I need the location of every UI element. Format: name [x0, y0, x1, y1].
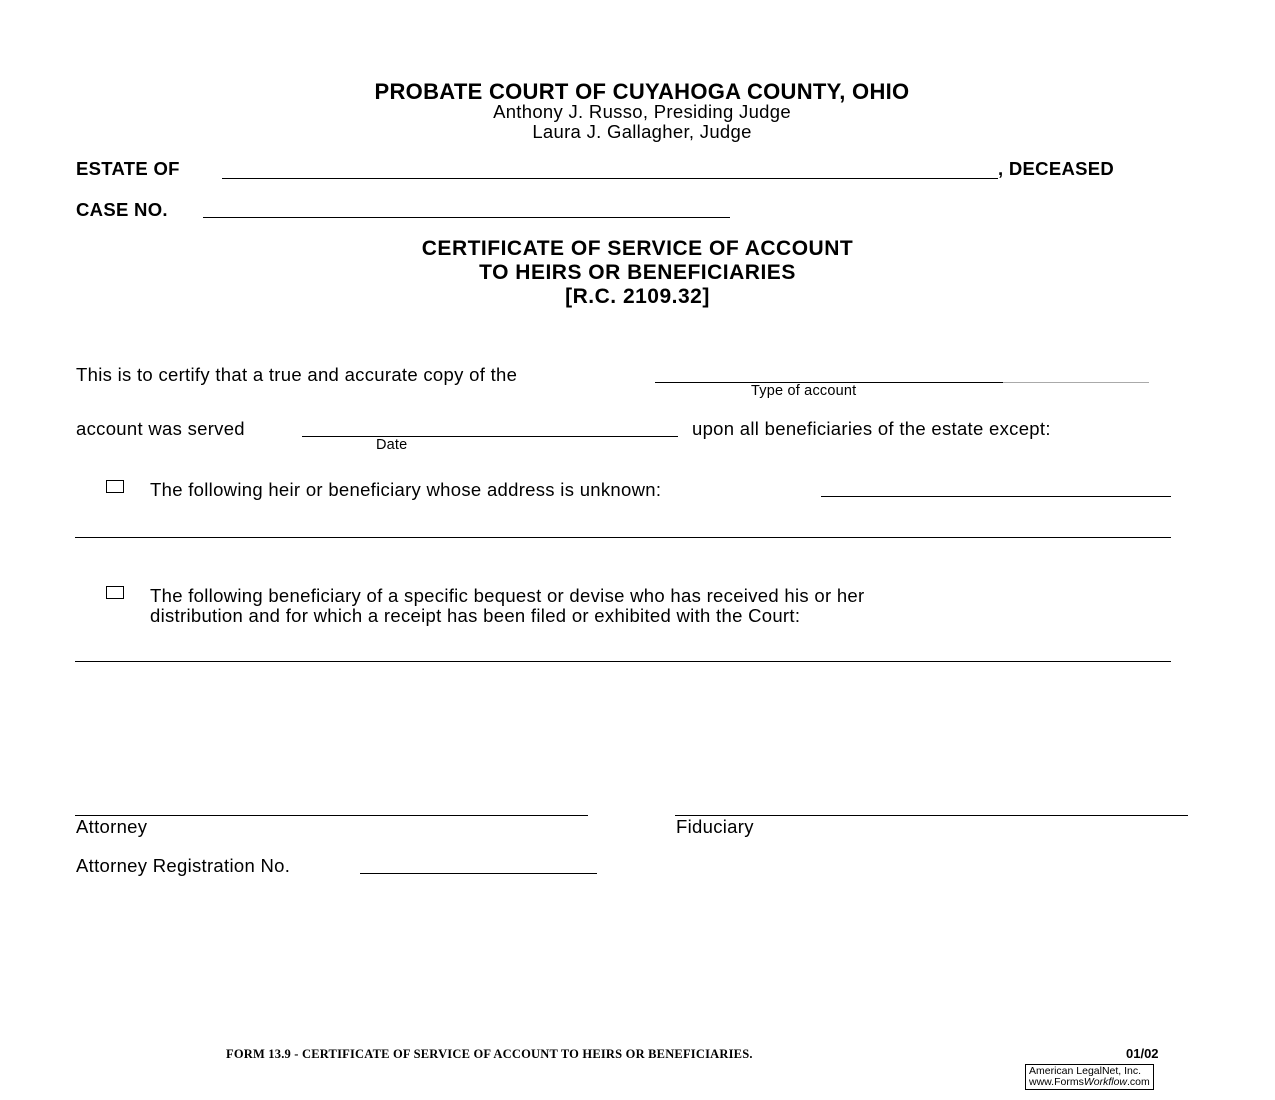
footer-revision: 01/02 — [1126, 1046, 1159, 1061]
footer-form-title: FORM 13.9 - CERTIFICATE OF SERVICE OF ACCOUNT TO HEIRS OR BENEFICIARIES. — [226, 1047, 753, 1061]
estate-of-field[interactable] — [222, 178, 998, 179]
specific-bequest-field[interactable] — [75, 661, 1171, 662]
case-no-label: CASE NO. — [76, 199, 168, 220]
publisher-logo — [1025, 1064, 1154, 1090]
deceased-label: , DECEASED — [998, 158, 1115, 179]
estate-of-label: ESTATE OF — [76, 158, 180, 179]
attorney-signature-line[interactable] — [75, 815, 588, 816]
type-of-account-field-extension — [1003, 382, 1149, 383]
statute-reference: [R.C. 2109.32] — [565, 285, 710, 308]
presiding-judge: Anthony J. Russo, Presiding Judge — [493, 101, 791, 122]
type-of-account-caption: Type of account — [751, 383, 857, 399]
unknown-address-text: The following heir or beneficiary whose address is unknown: — [150, 479, 662, 500]
date-served-field[interactable] — [302, 436, 678, 437]
served-text: account was served — [76, 418, 245, 439]
specific-bequest-checkbox[interactable] — [106, 586, 124, 599]
attorney-registration-label: Attorney Registration No. — [76, 855, 291, 876]
case-no-field[interactable] — [203, 217, 730, 218]
judge: Laura J. Gallagher, Judge — [532, 121, 752, 142]
unknown-address-checkbox[interactable] — [106, 480, 124, 493]
publisher-url: www.FormsWorkflow.com — [1029, 1076, 1150, 1088]
unknown-address-field[interactable] — [821, 496, 1171, 497]
attorney-registration-field[interactable] — [360, 873, 597, 874]
except-text: upon all beneficiaries of the estate except: — [692, 418, 1051, 439]
court-name: PROBATE COURT OF CUYAHOGA COUNTY, OHIO — [374, 79, 910, 104]
attorney-label: Attorney — [76, 816, 148, 837]
form-title-line2: TO HEIRS OR BENEFICIARIES — [479, 261, 796, 284]
fiduciary-label: Fiduciary — [676, 816, 754, 837]
certify-text: This is to certify that a true and accurate copy of the — [76, 364, 518, 385]
specific-bequest-text-line2: distribution and for which a receipt has been filed or exhibited with the Court: — [150, 605, 801, 626]
specific-bequest-text-line1: The following beneficiary of a specific bequest or devise who has received his or her — [150, 585, 865, 606]
unknown-address-field-line2[interactable] — [75, 537, 1171, 538]
date-caption: Date — [376, 437, 408, 453]
form-title-line1: CERTIFICATE OF SERVICE OF ACCOUNT — [421, 237, 854, 260]
publisher-name: American LegalNet, Inc. — [1029, 1065, 1142, 1077]
